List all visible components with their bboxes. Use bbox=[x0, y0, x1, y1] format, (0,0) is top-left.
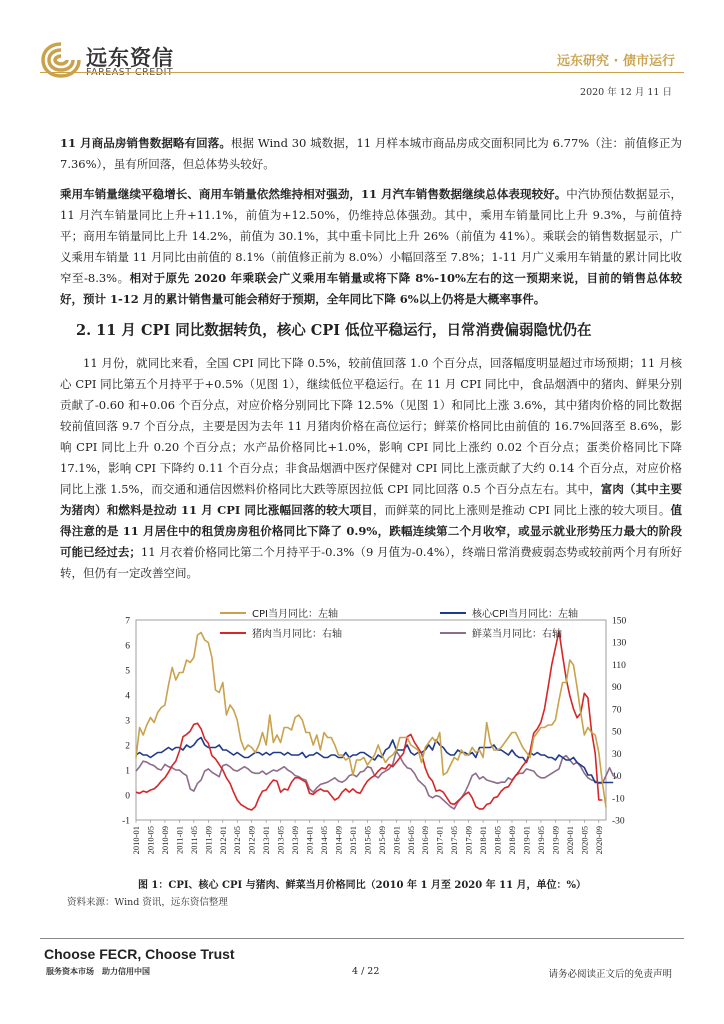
paragraph-text: 根据 Wind 30 城数据，11 月样本城市商品房成交面积同比为 6.77%（注：前值修正为 7.36%），虽有所回落，但总体势头较好。 bbox=[60, 136, 682, 171]
footer-slogan-sub: 服务资本市场 助力信用中国 bbox=[46, 967, 150, 976]
left-axis-tick-label: 4 bbox=[125, 691, 130, 702]
series-line-cpi bbox=[136, 633, 606, 808]
x-axis-tick-label: 2012-05 bbox=[232, 826, 243, 855]
x-axis-tick-label: 2016-01 bbox=[391, 826, 402, 855]
footer-slogan: Choose FECR, Choose Trust bbox=[44, 946, 235, 962]
x-axis-tick-label: 2014-05 bbox=[319, 826, 329, 855]
paragraph-text: ，而鲜菜的同比上涨则是推动 CPI 同比上涨的较大项目。 bbox=[373, 503, 671, 517]
chart-legend bbox=[120, 600, 640, 640]
cpi-chart bbox=[120, 600, 640, 872]
x-axis-tick-label: 2020-01 bbox=[564, 826, 575, 855]
paragraph-emphasis: 富肉（其中主要为猪肉）和燃料是拉动 11 月 CPI 同比涨幅回落的较大项目 bbox=[60, 482, 683, 517]
paragraph-emphasis: 值得注意的是 11 月居住中的租赁房房租价格同比下降了 0.9%，跌幅连续第二个月收窄，或显示就业形势压力最大的阶段可能已经过去； bbox=[60, 503, 682, 559]
right-axis-tick-label: 130 bbox=[612, 638, 627, 649]
chart-caption: 图 1：CPI、核心 CPI 与猪肉、鲜菜当月价格同比（2010 年 1 月至 2020 年 11 月，单位：%） bbox=[137, 880, 587, 891]
paragraph-emphasis: 相对于原先 2020 年乘联会广义乘用车销量或将下降 8%-10%左右的这一预期来说，目前的销售总体较好，预计 1-12 月的累计销售量可能会稍好于预期，全年同比下降 6%以上仍将是大概率事件。 bbox=[60, 271, 682, 306]
legend-swatch bbox=[440, 612, 466, 614]
left-axis-tick-label: 5 bbox=[125, 666, 130, 677]
series-line-pork bbox=[136, 631, 602, 810]
paragraph-text: 11 月衣着价格同比第二个月持平于-0.3%（9 月值为-0.4%），终端日常消费疲弱态势或较前两个月有所好转，但仍有一定改善空间。 bbox=[60, 545, 683, 580]
x-axis-tick-label: 2016-05 bbox=[405, 826, 416, 855]
left-axis-tick-label: 1 bbox=[125, 766, 130, 777]
x-axis-tick-label: 2017-05 bbox=[449, 826, 460, 855]
x-axis-tick-label: 2020-05 bbox=[579, 826, 590, 855]
x-axis-tick-label: 2015-05 bbox=[362, 826, 373, 855]
x-axis-tick-label: 2015-01 bbox=[347, 826, 358, 855]
right-axis-tick-label: 50 bbox=[612, 727, 622, 738]
chart-source: 资料来源：Wind 资讯，远东资信整理 bbox=[67, 897, 228, 908]
x-axis-tick-label: 2017-01 bbox=[434, 826, 445, 855]
page-header bbox=[0, 0, 724, 100]
paragraph-text: 11 月份，就同比来看，全国 CPI 同比下降 0.5%，较前值回落 1.0 个百分点，回落幅度明显超过市场预期；11 月核心 CPI 同比第五个月持平于+0.5%（见图 1），继续低位平稳运行。在 11 月 CPI 同比中，食品烟酒中的猪肉、鲜果分别贡献了-0.60 和+0.06 个百分点，对应价格分别同比下降 12.5%（见图 1）和同比上涨 3.6%，其中猪肉价格的同比数据较前值回落 9.7 个百分点，主要是因为去年 11 月猪肉价格在高位运行；鲜菜价格同比由前值的 16.7%回落至 8.6%，影响 CPI 同比上升 0.20 个百分点；水产品价格同比+1.0%，影响 CPI 同比上涨约 0.02 个百分点；蛋类价格同比下降 17.1%，影响 CPI 下降约 0.11 个百分点；非食品烟酒中医疗保健对 CPI 同比上涨贡献了大约 0.14 个百分点，对应价格同比上涨 1.5%，而交通和通信因燃料价格同比大跌等原因拉低 CPI 同比回落 0.5 个百分点左右。其中， bbox=[60, 356, 682, 496]
left-axis-tick-label: 0 bbox=[125, 791, 130, 802]
paragraph-cpi bbox=[60, 353, 682, 584]
x-axis-tick-label: 2014-01 bbox=[304, 826, 315, 855]
footer-disclaimer: 请务必阅读正文后的免责声明 bbox=[548, 969, 672, 980]
left-axis-tick-label: 2 bbox=[125, 741, 130, 752]
report-body bbox=[60, 133, 682, 593]
x-axis-tick-label: 2010-05 bbox=[145, 826, 156, 855]
plot-frame bbox=[136, 620, 606, 820]
header-divider bbox=[40, 72, 684, 73]
right-axis-tick-label: 30 bbox=[612, 749, 622, 760]
x-axis-tick-label: 2010-01 bbox=[131, 826, 141, 855]
page-number: 4 / 22 bbox=[352, 966, 380, 977]
left-axis-tick-label: 7 bbox=[125, 616, 130, 627]
right-axis-tick-label: 10 bbox=[612, 772, 622, 783]
x-axis-tick-label: 2018-09 bbox=[507, 826, 517, 855]
legend-swatch bbox=[220, 612, 246, 614]
x-axis-tick-label: 2011-09 bbox=[203, 826, 214, 855]
section-tag: 远东研究 · 债市运行 bbox=[557, 54, 675, 69]
x-axis-tick-label: 2019-01 bbox=[521, 826, 532, 855]
company-logo bbox=[40, 40, 210, 80]
x-axis-tick-label: 2013-05 bbox=[275, 826, 286, 855]
paragraph-lead: 乘用车销量继续平稳增长、商用车销量依然维持相对强劲，11 月汽车销售数据继续总体表现较好。 bbox=[60, 187, 567, 201]
x-axis-tick-label: 2020-09 bbox=[593, 826, 604, 855]
x-axis-tick-label: 2018-05 bbox=[492, 826, 503, 855]
section-heading: 2. 11 月 CPI 同比数据转负，核心 CPI 低位平稳运行，日常消费偏弱隐忧仍在 bbox=[76, 322, 592, 339]
paragraph-housing bbox=[60, 133, 682, 175]
x-axis-tick-label: 2016-09 bbox=[420, 826, 431, 855]
right-axis-tick-label: 150 bbox=[612, 616, 627, 627]
x-axis-tick-label: 2013-09 bbox=[290, 826, 301, 855]
logo-chinese-name: 远东资信 bbox=[86, 46, 174, 70]
x-axis-tick-label: 2017-09 bbox=[463, 826, 474, 855]
paragraph-text: 中汽协预估数据显示，11 月汽车销量同比上升+11.1%，前值为+12.50%，仍维持总体强劲。其中，乘用车销量同比上升 9.3%，与前值持平；商用车销量同比上升 14.2%，前值为 30.1%，其中重卡同比上升 26%（前值为 41%）。乘联会的销售数据显示，广义乘用车销量 11 月同比由前值的 8.1%（前值修正前为 8.0%）小幅回落至 7.8%；1-11 月广义乘用车销量的累计同比收窄至-8.3%。 bbox=[60, 187, 682, 285]
x-axis-tick-label: 2011-01 bbox=[174, 826, 185, 855]
x-axis-tick-label: 2019-09 bbox=[550, 826, 561, 855]
legend-swatch bbox=[220, 632, 246, 634]
right-axis-tick-label: 90 bbox=[612, 683, 622, 694]
right-axis-tick-label: -30 bbox=[612, 816, 625, 827]
legend-swatch bbox=[440, 632, 466, 634]
legend-label: 核心CPI当月同比：左轴 bbox=[472, 609, 578, 620]
legend-item-core-cpi bbox=[440, 605, 578, 620]
left-axis-tick-label: 3 bbox=[125, 716, 130, 727]
paragraph-lead: 11 月商品房销售数据略有回落。 bbox=[60, 136, 231, 150]
x-axis-tick-label: 2010-09 bbox=[159, 826, 170, 855]
x-axis-tick-label: 2012-09 bbox=[246, 826, 257, 855]
paragraph-auto bbox=[60, 184, 682, 310]
left-axis-tick-label: -1 bbox=[122, 816, 130, 827]
logo-emblem-icon bbox=[40, 40, 82, 80]
legend-label: CPI当月同比：左轴 bbox=[252, 609, 338, 620]
left-axis-tick-label: 6 bbox=[125, 641, 130, 652]
x-axis-tick-label: 2013-01 bbox=[261, 826, 272, 855]
right-axis-tick-label: 110 bbox=[612, 660, 626, 671]
legend-item-pork bbox=[220, 625, 342, 640]
legend-label: 鲜菜当月同比：右轴 bbox=[472, 629, 562, 640]
legend-label: 猪肉当月同比：右轴 bbox=[252, 629, 342, 640]
footer-divider bbox=[40, 938, 684, 939]
x-axis-tick-label: 2014-09 bbox=[333, 826, 344, 855]
x-axis-tick-label: 2011-05 bbox=[188, 826, 199, 855]
right-axis-tick-label: 70 bbox=[612, 705, 622, 716]
x-axis-tick-label: 2012-01 bbox=[217, 826, 228, 855]
x-axis-tick-label: 2019-05 bbox=[535, 826, 546, 855]
legend-item-vegetable bbox=[440, 625, 562, 640]
x-axis-tick-label: 2015-09 bbox=[376, 826, 387, 855]
report-date: 2020 年 12 月 11 日 bbox=[580, 87, 672, 98]
right-axis-tick-label: -10 bbox=[612, 794, 625, 805]
x-axis-tick-label: 2018-01 bbox=[478, 826, 489, 855]
legend-item-cpi bbox=[220, 605, 338, 620]
series-line-vegetable bbox=[136, 751, 617, 809]
